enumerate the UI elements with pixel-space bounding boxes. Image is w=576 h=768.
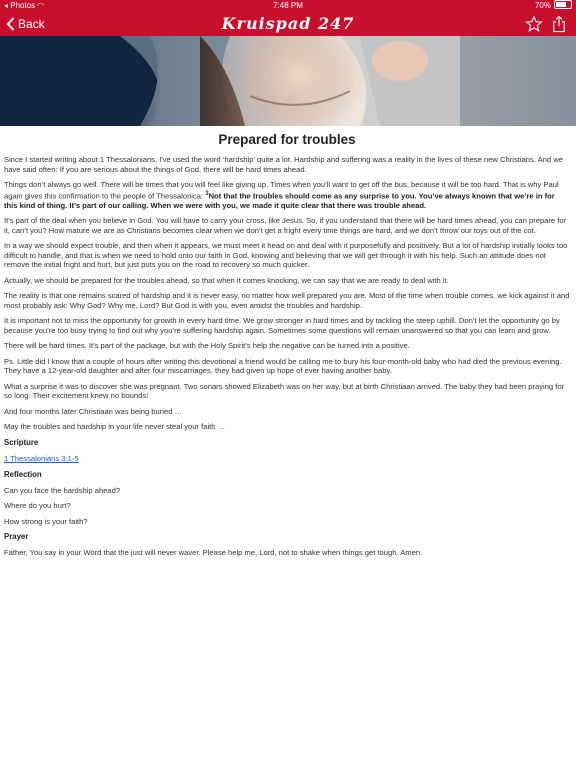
bible-quote: Not that the troubles should come as any surprise to you. You’ve always known that we’re in for this kind of thing. It’s part of our calling. When we were with you, we made it quite clear that there was trouble ahead. xyxy=(4,191,555,210)
nav-bar xyxy=(0,12,576,36)
paragraph-3: It’s part of the deal when you believe in God. You will have to carry your cross, like Jesus. So, if you understand that there will be hard times ahead, you can prepare for it, can’t you? How mature we are as Christians becomes clear when we don’t get a fright every time things are hard, and we don’t throw our toys out of the cot. xyxy=(4,216,567,235)
reflection-question-3: How strong is your faith? xyxy=(4,516,88,526)
prayer-heading: Prayer xyxy=(4,532,29,542)
paragraph-10: What a surprise it was to discover she was pregnant. Two sonars showed Elizabeth was on her way, but at birth Christiaan arrived. The baby they had been praying for so long. Their excitement knew no bounds! xyxy=(4,381,565,401)
reflection-question-1: Can you face the hardship ahead? xyxy=(4,485,121,495)
paragraph-9: Ps. Little did I know that a couple of hours after writing this devotional a friend would be calling me to bury his four-month-old baby who had died the previous evening. They have a 12-year-old daughter and after four miscarriages, they had given up hope of ever having another baby. xyxy=(4,356,562,376)
wifi-icon: ◠ xyxy=(37,1,45,10)
verse-number: 3 xyxy=(205,190,209,197)
status-battery: 70% xyxy=(535,0,572,12)
star-icon[interactable] xyxy=(525,15,543,33)
battery-icon xyxy=(554,0,572,9)
paragraph-11: And four months later Christiaan was being buried … xyxy=(4,406,183,416)
article-title: Prepared for troubles xyxy=(218,132,356,147)
paragraph-4: In a way we should expect trouble, and then when it appears, we must meet it head on and deal with it purposefully and positively. But a lot of hardship initially looks too difficult to handle, and that is when we need to hold onto our faith in God, knowing and believing that we will get through it with his help. Such an attitude does not remove the initial fright and hurt, but just puts you on the road to recovery so much quicker. xyxy=(4,241,568,270)
paragraph-2: Things don’t always go well. There will be times that you will feel like giving up. Times when you’ll want to get off the bus, because it will be too hard. That is why Paul again gives this confirmation to the people of Thessalonica: $^3$Not that the troubles should come as any surprise to you. You’ve always known that we’re in for this kind of thing. It’s part of our calling. When we were with you, we made it quite clear that there was trouble ahead. xyxy=(4,180,559,210)
hero-image xyxy=(0,36,576,126)
reflection-heading: Reflection xyxy=(4,469,42,479)
scripture-heading: Scripture xyxy=(4,437,39,447)
app-logo: Kruispad 247 xyxy=(221,14,355,33)
paragraph-5: Actually, we should be prepared for the troubles ahead, so that when it comes knocking, we can say that we are ready to deal with it. xyxy=(4,275,449,285)
article-body xyxy=(4,126,570,564)
status-bar xyxy=(0,0,576,12)
share-icon[interactable] xyxy=(550,15,568,33)
status-carrier: ◂ Photos ◠ xyxy=(4,1,45,10)
reflection-question-2: Where do you hurt? xyxy=(4,501,71,511)
paragraph-1: Since I started writing about 1 Thessalonians, I've used the word ‘hardship’ quite a lot. Hardship and suffering was a reality in the lives of these new Christians. And we have said often: If you are serious about the things of God, there will be hard times ahead. xyxy=(4,155,563,174)
back-label: Back xyxy=(18,17,45,31)
paragraph-12: May the troubles and hardship in your life never steal your faith … xyxy=(4,422,226,432)
status-time: 7:48 PM xyxy=(273,1,303,10)
scripture-link[interactable]: 1 Thessalonians 3:1-5 xyxy=(4,453,79,463)
paragraph-8: There will be hard times. It’s part of the package, but with the Holy Spirit’s help the negative can be turned into a positive. xyxy=(4,341,410,351)
prayer-text: Father, You say in your Word that the just will never waver. Please help me, Lord, not to shake when things get tough. Amen. xyxy=(4,548,423,558)
paragraph-7: It is important not to miss the opportunity for growth in every hard time. We grow stronger in hard times and by tackling the steep uphill. Don’t let the opportunity go by because you’re too busy trying to find out why you’re suffering hardship again. Sometimes some questions will remain unanswered so that you can learn and grow. xyxy=(4,316,560,335)
paragraph-6: The reality is that one remains scared of hardship and it is never easy, no matter how well prepared you are. Most of the time when trouble comes, we kick against it and most probably ask: Why God? Why me, Lord? But God is with you, even amidst the troubles and hardship. xyxy=(4,291,570,310)
